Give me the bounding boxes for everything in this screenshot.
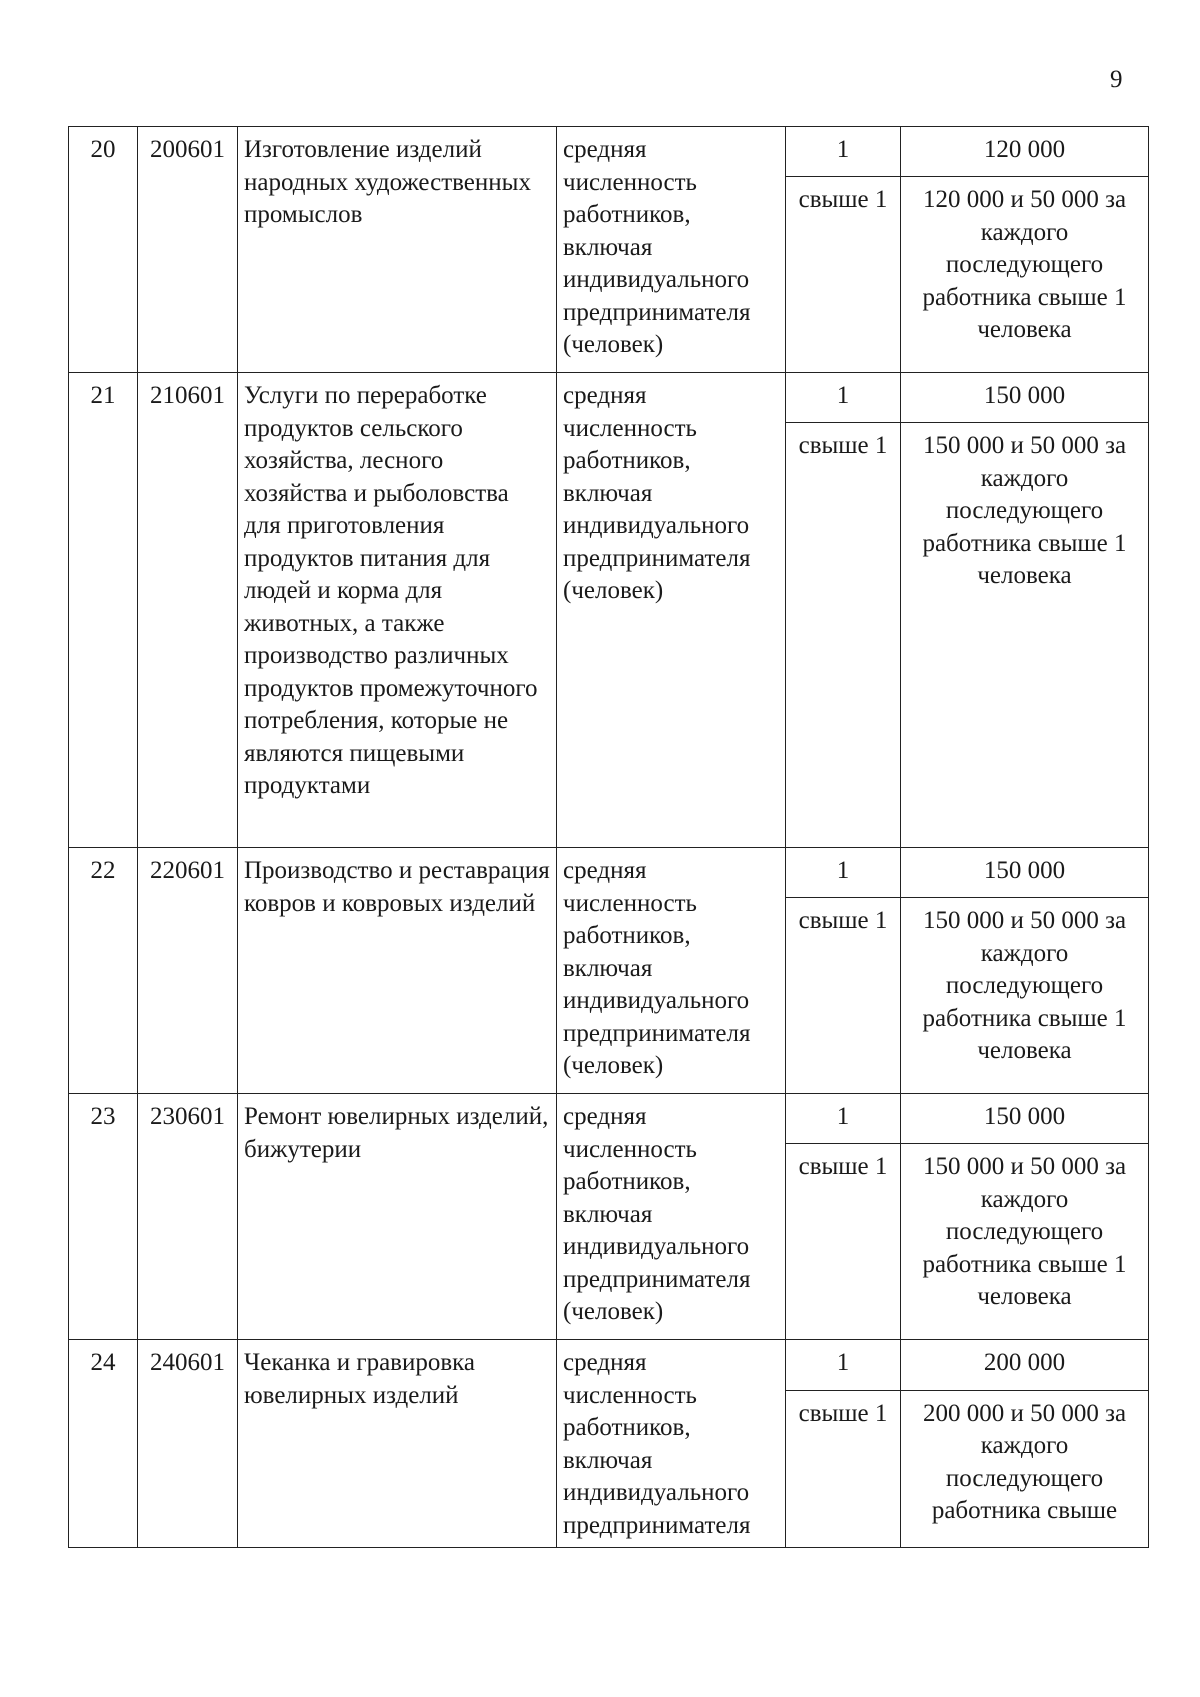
indicator-value: свыше 1 [786,1390,901,1547]
income-amount: 200 000 [901,1340,1149,1391]
indicator-value: 1 [786,127,901,177]
income-amount: 150 000 [901,373,1149,423]
activity-table [68,126,1149,1548]
indicator: средняя численность работников, включая индивидуального предпринимателя (человек) [557,1094,786,1340]
activity-name: Услуги по переработке продуктов сельского хозяйства, лесного хозяйства и рыболовства для приготовления продуктов питания для людей и корма для животных, а также производство различных продуктов промежуточного потребления, которые не являются пищевыми продуктами [238,373,557,848]
indicator-value: свыше 1 [786,1144,901,1340]
income-amount: 200 000 и 50 000 за каждого последующего работника свыше [901,1390,1149,1547]
activity-name: Ремонт ювелирных изделий, бижутерии [238,1094,557,1340]
income-amount: 120 000 и 50 000 за каждого последующего работника свыше 1 человека [901,177,1149,373]
income-amount: 150 000 и 50 000 за каждого последующего работника свыше 1 человека [901,1144,1149,1340]
income-amount: 150 000 [901,848,1149,898]
indicator-value: свыше 1 [786,898,901,1094]
indicator-value: 1 [786,1340,901,1391]
activity-code: 210601 [138,373,238,848]
indicator: средняя численность работников, включая индивидуального предпринимателя (человек) [557,373,786,848]
indicator: средняя численность работников, включая индивидуального предпринимателя (человек) [557,127,786,373]
activity-code: 220601 [138,848,238,1094]
income-amount: 150 000 и 50 000 за каждого последующего работника свыше 1 человека [901,898,1149,1094]
activity-code: 200601 [138,127,238,373]
row-number: 23 [69,1094,138,1340]
table-row [69,848,1149,898]
row-number: 20 [69,127,138,373]
activity-code: 240601 [138,1340,238,1548]
indicator-value: 1 [786,848,901,898]
income-amount: 150 000 [901,1094,1149,1144]
table-row [69,127,1149,177]
activity-code: 230601 [138,1094,238,1340]
row-number: 22 [69,848,138,1094]
income-amount: 150 000 и 50 000 за каждого последующего работника свыше 1 человека [901,423,1149,848]
indicator-value: свыше 1 [786,423,901,848]
table-row [69,1094,1149,1144]
row-number: 21 [69,373,138,848]
indicator-value: свыше 1 [786,177,901,373]
indicator: средняя численность работников, включая индивидуального предпринимателя (человек) [557,848,786,1094]
table-row [69,373,1149,423]
page-number: 9 [1110,66,1123,93]
row-number: 24 [69,1340,138,1548]
indicator-value: 1 [786,373,901,423]
activity-name: Изготовление изделий народных художественных промыслов [238,127,557,373]
activity-name: Производство и реставрация ковров и ковровых изделий [238,848,557,1094]
indicator-value: 1 [786,1094,901,1144]
activity-name: Чеканка и гравировка ювелирных изделий [238,1340,557,1548]
table-row [69,1340,1149,1391]
income-amount: 120 000 [901,127,1149,177]
indicator: средняя численность работников, включая индивидуального предпринимателя [557,1340,786,1548]
